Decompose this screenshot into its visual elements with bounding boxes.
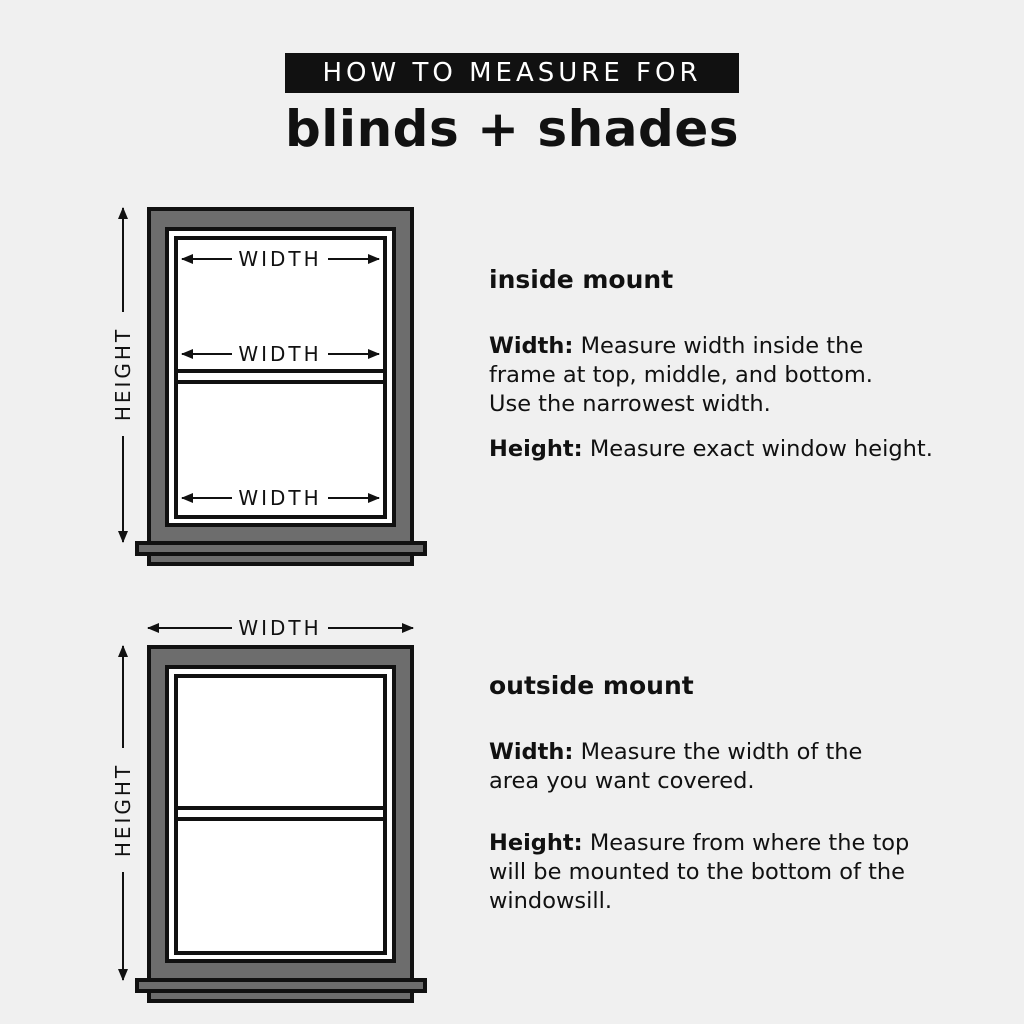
outside-mount-sill <box>137 980 425 1001</box>
outside-width-dimension <box>148 616 413 640</box>
outside-height-label-text: Height: <box>489 830 583 856</box>
outside-height-dimension <box>111 646 135 980</box>
inside-height-label: HEIGHT <box>111 326 135 422</box>
inside-width-instruction <box>489 332 909 419</box>
inside-width-text: Measure width inside the frame at top, middle, and bottom. Use the narrowest width. <box>489 333 873 417</box>
page-title: blinds + shades <box>285 100 739 158</box>
inside-width-bottom-label: WIDTH <box>238 486 322 510</box>
inside-mount-title: inside mount <box>489 265 674 294</box>
header-banner: HOW TO MEASURE FOR <box>285 53 739 93</box>
outside-width-label-text: Width: <box>489 739 574 765</box>
inside-height-dimension <box>111 208 135 542</box>
inside-mount-section <box>489 265 989 464</box>
inside-width-top-label: WIDTH <box>238 247 322 271</box>
inside-height-label-text: Height: <box>489 436 583 462</box>
outside-width-instruction <box>489 738 899 796</box>
inside-width-label-text: Width: <box>489 333 574 359</box>
inside-mount-sill <box>137 543 425 564</box>
outside-height-text: Measure from where the top will be mounted to the bottom of the windowsill. <box>489 830 910 914</box>
outside-mount-window <box>137 647 425 1001</box>
inside-height-text: Measure exact window height. <box>589 436 933 462</box>
outside-width-text: Measure the width of the area you want covered. <box>489 739 863 794</box>
outside-height-label: HEIGHT <box>111 762 135 858</box>
outside-height-instruction <box>489 829 919 916</box>
inside-width-middle-label: WIDTH <box>238 342 322 366</box>
outside-width-label: WIDTH <box>238 616 322 640</box>
outside-mount-title: outside mount <box>489 671 694 700</box>
outside-mount-section <box>489 671 989 916</box>
inside-height-instruction <box>489 435 989 464</box>
